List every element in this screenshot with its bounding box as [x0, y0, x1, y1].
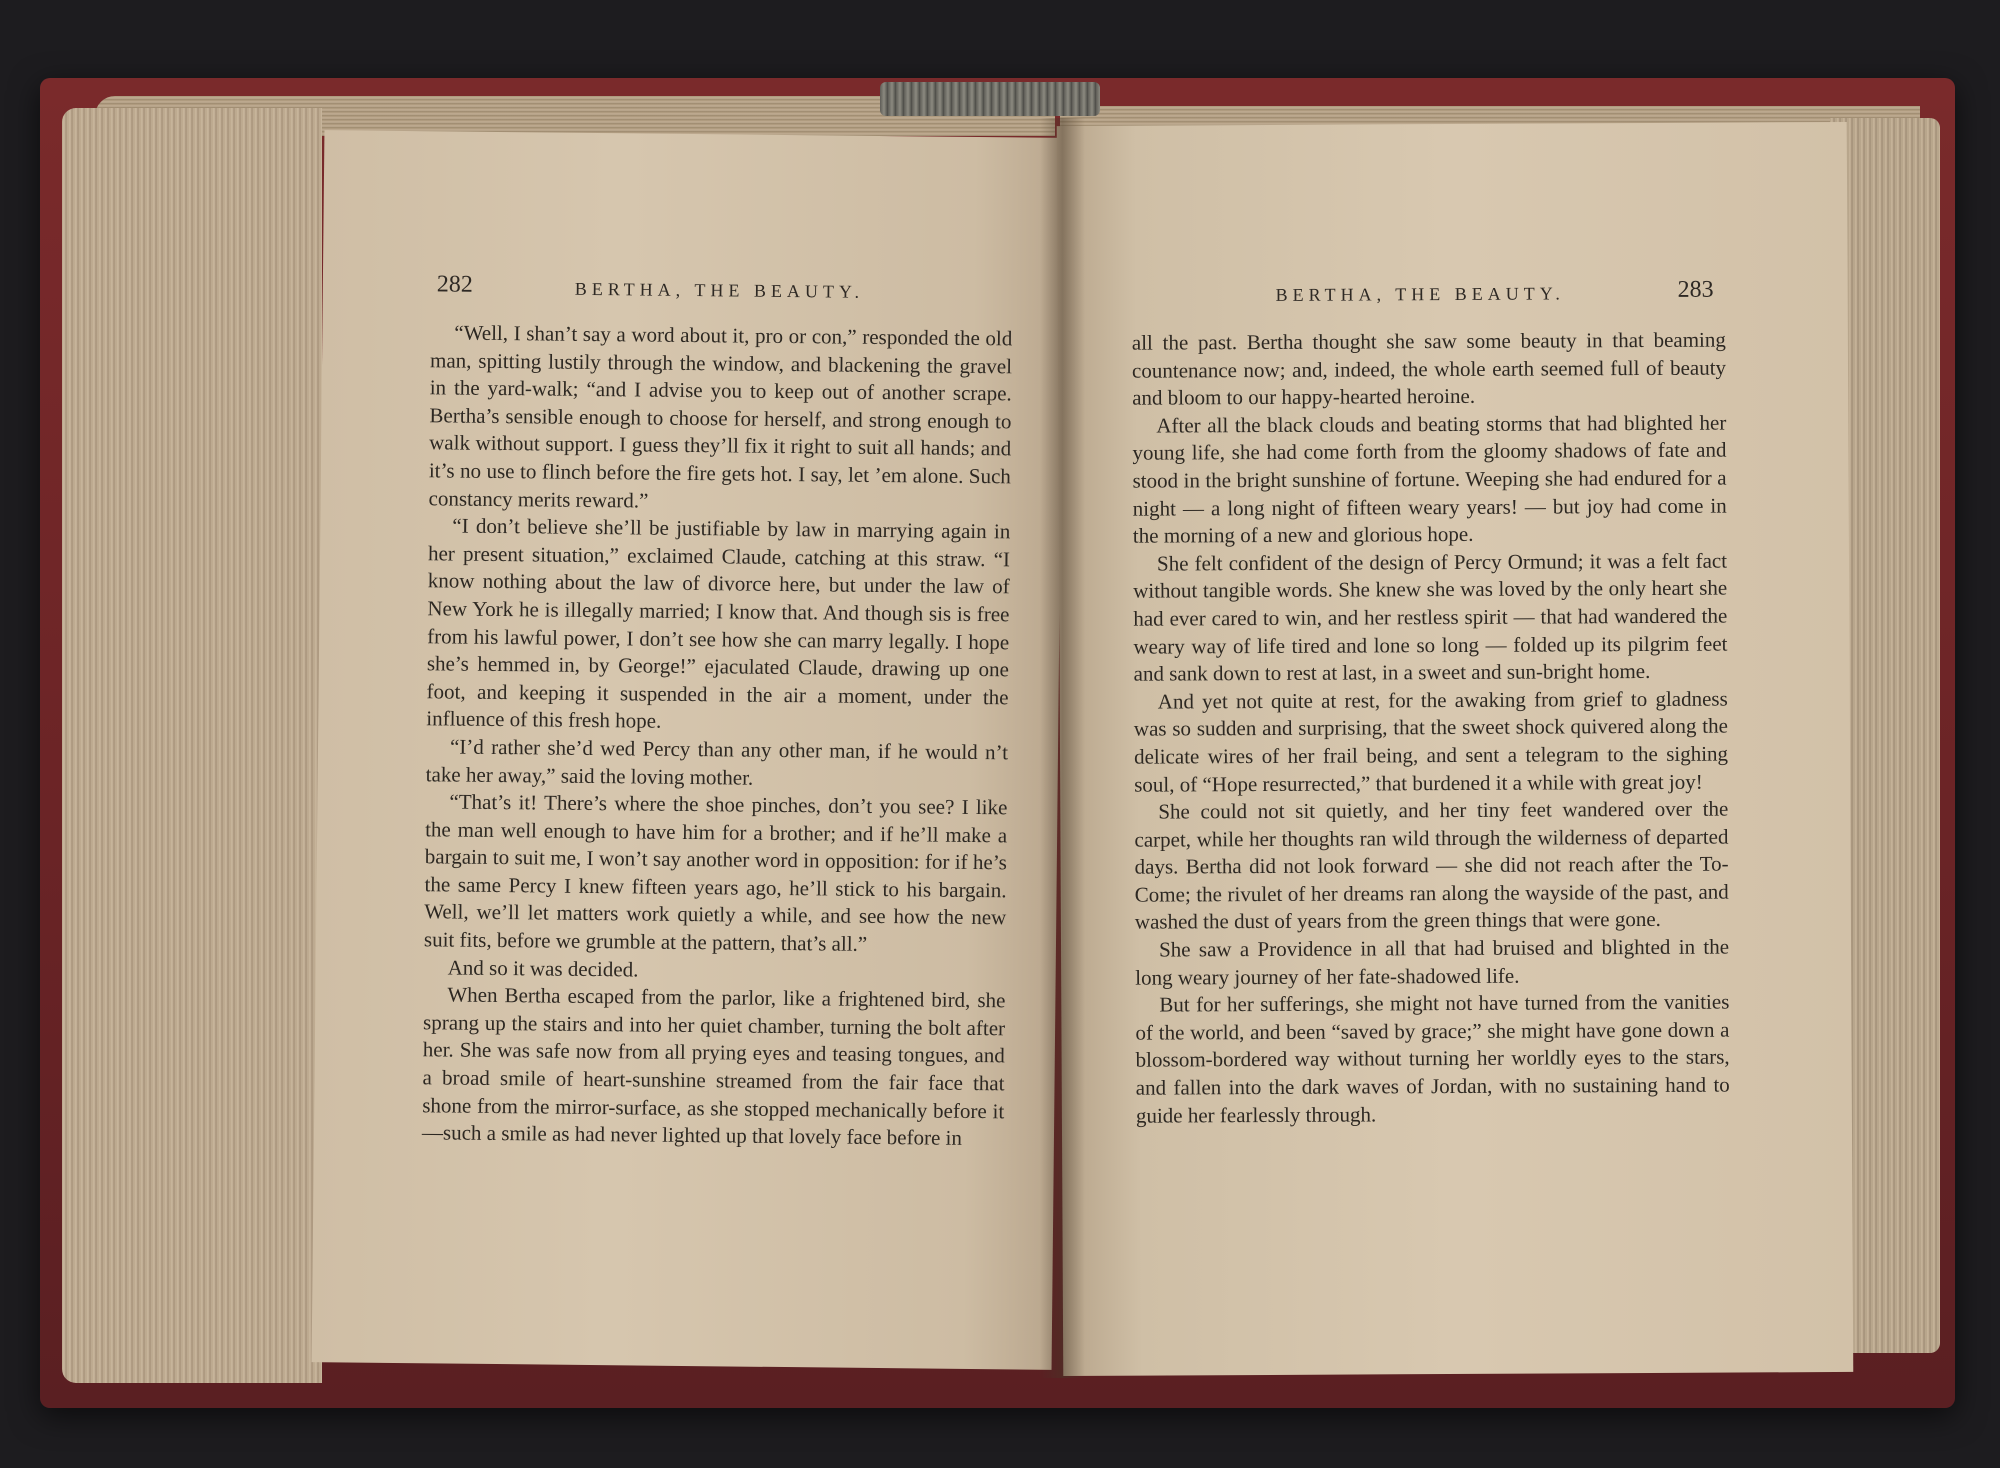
right-page: [1057, 122, 1854, 1376]
paragraph: “I’d rather she’d wed Percy than any other man, if he would n’t take her away,” said the loving mother.: [425, 734, 1009, 790]
left-page: [312, 130, 1065, 1370]
paragraph: “I don’t believe she’ll be justifiable by law in marrying again in her present situation,” exclaimed Claude, catching at this straw. “I know nothing about the law of divorce here, but under the law of New York he is illegally married; I know that. And though sis is free from his lawful power, I don’t see how she can marry legally. I hope she’s hemmed in, by George!” ejaculated Claude, drawing up one foot, and keeping it suspended in the air a moment, under the influence of this fresh hope.: [426, 513, 1011, 734]
left-running-head: BERTHA, THE BEAUTY.: [574, 278, 865, 302]
paragraph: all the past. Bertha thought she saw some beauty in that beaming countenance now; and, indeed, the whole earth seemed full of beauty and bloom to our happy-hearted heroine.: [1131, 327, 1727, 410]
paragraph: And yet not quite at rest, for the awaking from grief to gladness was so sudden and surprising, that the sweet shock quivered along the delicate wires of her frail being, and sent a telegram to the sighing soul, of “Hope resurrected,” that burdened it a while with great joy!: [1133, 686, 1729, 797]
paragraph: She could not sit quietly, and her tiny feet wandered over the carpet, while her thoughts ran wild through the wilderness of departed days. Bertha did not look forward — she did not reach after the To-Come; the rivulet of her dreams ran along the wayside of the past, and washed the dust of years from the green things that were gone.: [1134, 796, 1729, 935]
right-page-number: 283: [1677, 276, 1714, 303]
paragraph: But for her sufferings, she might not have turned from the vanities of the world, and been “saved by grace;” she might have gone down a blossom-bordered way without turning her worldly eyes to the stars, and fallen into the dark waves of Jordan, with no sustaining hand to guide her fearlessly through.: [1135, 989, 1730, 1128]
right-running-head: BERTHA, THE BEAUTY.: [1275, 283, 1565, 305]
paragraph: “That’s it! There’s where the shoe pinches, don’t you see? I like the man well enough to have him for a brother; and if he’ll make a bargain to suit me, I won’t say another word in opposition: for if he’s the same Percy I knew fifteen years ago, he’ll stick to his bargain. Well, we’ll let matters work quietly a while, and see how the new suit fits, before we grumble at the pattern, that’s all.”: [423, 789, 1008, 956]
page-edges-left: [62, 108, 322, 1383]
paragraph: When Bertha escaped from the parlor, like a frightened bird, she sprang up the stairs and into her quiet chamber, turning the bolt after her. She was safe now from all prying eyes and teasing tongues, and a broad smile of heart-sunshine streamed from the fair face that shone from the mirror-surface, as she stopped mechanically before it—such a smile as had never lighted up that lovely face before in: [421, 982, 1006, 1151]
paragraph: She saw a Providence in all that had bruised and blighted in the long weary journey of her fate-shadowed life.: [1135, 934, 1730, 990]
paragraph: “Well, I shan’t say a word about it, pro or con,” responded the old man, spitting lustily through the window, and blackening the gravel in the yard-walk; “and I advise you to keep out of another scrape. Bertha’s sensible enough to choose for herself, and strong enough to walk without support. I guess they’ll fix it right to suit all hands; and it’s no use to flinch before the fire gets hot. I say, let ’em alone. Such constancy merits reward.”: [428, 320, 1013, 513]
left-page-number: 282: [436, 271, 473, 298]
paragraph: And so it was decided.: [447, 955, 639, 982]
paragraph: She felt confident of the design of Percy Ormund; it was a felt fact without tangible words. She knew she was loved by the only heart she had ever cared to win, and her restless spirit — that had wandered the weary way of life tired and lone so long — folded up its pilgrim feet and sank down to rest at last, in a sweet and sun-bright home.: [1133, 548, 1728, 686]
book-gutter: [1040, 118, 1085, 1378]
binding-thread: [880, 82, 1100, 116]
right-page-text: [1132, 327, 1730, 1130]
paragraph: After all the black clouds and beating storms that had blighted her young life, she had come forth from the gloomy shadows of fate and stood in the bright sunshine of fortune. Weeping she had endured for a night — a long night of fifteen weary years! — but joy had come in the morning of a new and glorious hope.: [1132, 410, 1727, 548]
left-page-text: [422, 319, 1013, 1153]
